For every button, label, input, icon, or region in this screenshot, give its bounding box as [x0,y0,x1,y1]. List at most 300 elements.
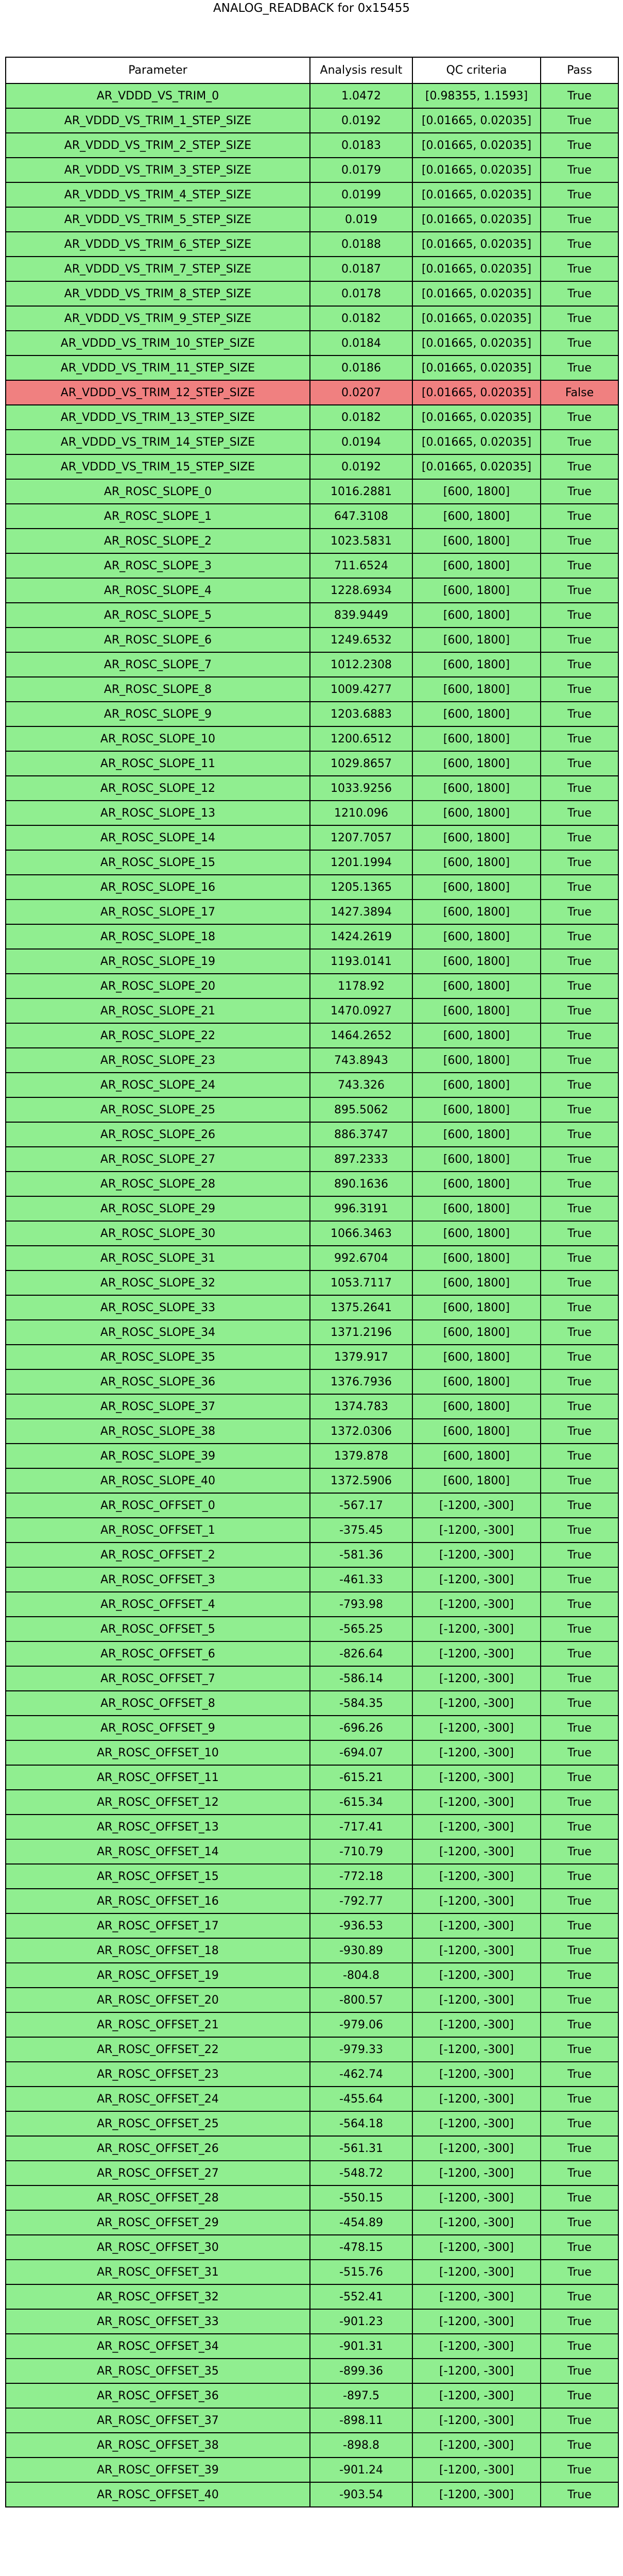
qc-criteria-cell: [-1200, -300] [412,2284,541,2309]
table-body [6,83,618,2507]
analysis-result-cell: 1376.7936 [310,1369,412,1394]
qc-criteria-cell: [-1200, -300] [412,1815,541,1839]
analysis-result-cell: -561.31 [310,2136,412,2161]
analysis-result-cell: -454.89 [310,2210,412,2235]
parameter-cell: AR_ROSC_SLOPE_22 [6,1023,310,1048]
table-row [6,1122,618,1147]
parameter-cell: AR_VDDD_VS_TRIM_3_STEP_SIZE [6,158,310,182]
pass-cell: True [541,1444,618,1468]
analysis-result-cell: 1016.2881 [310,479,412,504]
parameter-cell: AR_ROSC_OFFSET_35 [6,2359,310,2383]
qc-criteria-cell: [600, 1800] [412,1295,541,1320]
pass-cell: True [541,2087,618,2111]
table-row [6,1963,618,1988]
analysis-result-cell: -901.31 [310,2334,412,2359]
qc-criteria-cell: [600, 1800] [412,726,541,751]
pass-cell: True [541,974,618,998]
pass-cell: True [541,281,618,306]
analysis-result-cell: -565.25 [310,1617,412,1641]
qc-criteria-cell: [0.01665, 0.02035] [412,158,541,182]
pass-cell: True [541,133,618,158]
parameter-cell: AR_ROSC_SLOPE_17 [6,900,310,924]
table-row [6,702,618,726]
parameter-cell: AR_VDDD_VS_TRIM_10_STEP_SIZE [6,331,310,355]
qc-criteria-cell: [-1200, -300] [412,2260,541,2284]
table-row [6,2359,618,2383]
qc-criteria-cell: [-1200, -300] [412,1716,541,1740]
analysis-result-cell: 996.3191 [310,1196,412,1221]
header-row [6,57,618,83]
parameter-cell: AR_ROSC_OFFSET_9 [6,1716,310,1740]
qc-criteria-cell: [-1200, -300] [412,2087,541,2111]
table-row [6,1172,618,1196]
analysis-result-cell: 743.8943 [310,1048,412,1073]
parameter-cell: AR_ROSC_SLOPE_24 [6,1073,310,1097]
pass-cell: True [541,1246,618,1270]
pass-cell: True [541,2383,618,2408]
analysis-result-cell: 1178.92 [310,974,412,998]
pass-cell: True [541,2284,618,2309]
table-row [6,726,618,751]
pass-cell: True [541,1468,618,1493]
analysis-result-cell: 743.326 [310,1073,412,1097]
table-row [6,306,618,331]
parameter-cell: AR_ROSC_SLOPE_36 [6,1369,310,1394]
parameter-cell: AR_ROSC_SLOPE_16 [6,875,310,900]
parameter-cell: AR_ROSC_OFFSET_25 [6,2111,310,2136]
pass-cell: True [541,108,618,133]
table-row [6,553,618,578]
table-row [6,355,618,380]
table-row [6,1246,618,1270]
qc-criteria-cell: [600, 1800] [412,628,541,652]
qc-criteria-cell: [600, 1800] [412,850,541,875]
table-row [6,900,618,924]
qc-criteria-cell: [600, 1800] [412,1172,541,1196]
parameter-cell: AR_ROSC_OFFSET_31 [6,2260,310,2284]
qc-criteria-cell: [-1200, -300] [412,2136,541,2161]
parameter-cell: AR_ROSC_SLOPE_10 [6,726,310,751]
analysis-result-cell: -615.34 [310,1790,412,1815]
table-row [6,1740,618,1765]
qc-criteria-cell: [600, 1800] [412,578,541,603]
parameter-cell: AR_VDDD_VS_TRIM_12_STEP_SIZE [6,380,310,405]
parameter-cell: AR_ROSC_OFFSET_7 [6,1666,310,1691]
pass-cell: True [541,652,618,677]
parameter-cell: AR_VDDD_VS_TRIM_8_STEP_SIZE [6,281,310,306]
table-row [6,801,618,825]
analysis-result-cell: 1203.6883 [310,702,412,726]
pass-cell: True [541,232,618,257]
qc-criteria-cell: [0.01665, 0.02035] [412,405,541,430]
qc-criteria-cell: [600, 1800] [412,875,541,900]
parameter-cell: AR_ROSC_OFFSET_21 [6,2012,310,2037]
table-row [6,1295,618,1320]
analysis-result-cell: -584.35 [310,1691,412,1716]
table-row [6,2408,618,2433]
parameter-cell: AR_ROSC_OFFSET_38 [6,2433,310,2458]
table-row [6,1567,618,1592]
parameter-cell: AR_ROSC_OFFSET_4 [6,1592,310,1617]
parameter-cell: AR_ROSC_OFFSET_2 [6,1543,310,1567]
qc-criteria-cell: [-1200, -300] [412,1938,541,1963]
pass-cell: True [541,2136,618,2161]
analysis-result-cell: 0.0192 [310,454,412,479]
pass-cell: True [541,158,618,182]
parameter-cell: AR_ROSC_OFFSET_28 [6,2185,310,2210]
analysis-result-cell: -930.89 [310,1938,412,1963]
pass-cell: True [541,2433,618,2458]
parameter-cell: AR_ROSC_SLOPE_9 [6,702,310,726]
analysis-result-cell: -710.79 [310,1839,412,1864]
pass-cell: True [541,949,618,974]
qc-criteria-cell: [0.01665, 0.02035] [412,108,541,133]
pass-cell: True [541,1270,618,1295]
table-row [6,158,618,182]
parameter-cell: AR_ROSC_OFFSET_36 [6,2383,310,2408]
parameter-cell: AR_ROSC_SLOPE_11 [6,751,310,776]
analysis-result-cell: -898.8 [310,2433,412,2458]
pass-cell: True [541,207,618,232]
pass-cell: True [541,900,618,924]
pass-cell: True [541,2309,618,2334]
parameter-cell: AR_VDDD_VS_TRIM_7_STEP_SIZE [6,257,310,281]
pass-cell: True [541,2185,618,2210]
pass-cell: True [541,1345,618,1369]
parameter-cell: AR_ROSC_OFFSET_1 [6,1518,310,1543]
table-row [6,2210,618,2235]
pass-cell: True [541,1147,618,1172]
analysis-result-cell: 711.6524 [310,553,412,578]
pass-cell: True [541,529,618,553]
qc-criteria-cell: [600, 1800] [412,1369,541,1394]
parameter-cell: AR_ROSC_OFFSET_33 [6,2309,310,2334]
parameter-cell: AR_ROSC_OFFSET_12 [6,1790,310,1815]
qc-criteria-cell: [-1200, -300] [412,1617,541,1641]
pass-cell: True [541,702,618,726]
analysis-result-cell: 1470.0927 [310,998,412,1023]
analysis-result-cell: 1372.5906 [310,1468,412,1493]
qc-criteria-cell: [600, 1800] [412,1048,541,1073]
pass-cell: True [541,825,618,850]
parameter-cell: AR_ROSC_OFFSET_10 [6,1740,310,1765]
qc-criteria-cell: [-1200, -300] [412,2482,541,2507]
pass-cell: True [541,2334,618,2359]
qc-criteria-cell: [0.01665, 0.02035] [412,182,541,207]
analysis-result-cell: 1464.2652 [310,1023,412,1048]
analysis-result-cell: 1249.6532 [310,628,412,652]
pass-cell: True [541,1889,618,1913]
parameter-cell: AR_ROSC_OFFSET_18 [6,1938,310,1963]
analysis-result-cell: 1375.2641 [310,1295,412,1320]
pass-cell: True [541,1394,618,1419]
table-row [6,108,618,133]
pass-cell: True [541,2458,618,2482]
analysis-result-cell: -804.8 [310,1963,412,1988]
qc-criteria-cell: [600, 1800] [412,1419,541,1444]
qc-criteria-cell: [600, 1800] [412,1221,541,1246]
parameter-cell: AR_ROSC_OFFSET_24 [6,2087,310,2111]
pass-cell: True [541,1641,618,1666]
parameter-cell: AR_ROSC_SLOPE_32 [6,1270,310,1295]
qc-criteria-cell: [600, 1800] [412,553,541,578]
qc-criteria-cell: [0.01665, 0.02035] [412,232,541,257]
pass-cell: True [541,1369,618,1394]
parameter-cell: AR_ROSC_SLOPE_20 [6,974,310,998]
table-row [6,2062,618,2087]
parameter-cell: AR_ROSC_SLOPE_25 [6,1097,310,1122]
pass-cell: True [541,1221,618,1246]
parameter-cell: AR_ROSC_SLOPE_8 [6,677,310,702]
qc-criteria-cell: [-1200, -300] [412,1839,541,1864]
qc-criteria-cell: [-1200, -300] [412,1567,541,1592]
table-row [6,1839,618,1864]
qc-criteria-cell: [600, 1800] [412,1444,541,1468]
qc-criteria-cell: [600, 1800] [412,1394,541,1419]
parameter-cell: AR_ROSC_OFFSET_16 [6,1889,310,1913]
analysis-result-cell: 1205.1365 [310,875,412,900]
parameter-cell: AR_VDDD_VS_TRIM_15_STEP_SIZE [6,454,310,479]
table-row [6,1641,618,1666]
qc-criteria-cell: [600, 1800] [412,900,541,924]
analysis-result-cell: 1066.3463 [310,1221,412,1246]
qc-criteria-cell: [-1200, -300] [412,1988,541,2012]
table-row [6,479,618,504]
table-row [6,1369,618,1394]
analysis-result-cell: 1228.6934 [310,578,412,603]
parameter-cell: AR_ROSC_SLOPE_4 [6,578,310,603]
parameter-cell: AR_ROSC_SLOPE_31 [6,1246,310,1270]
table-row [6,2185,618,2210]
table-row [6,1419,618,1444]
parameter-cell: AR_ROSC_SLOPE_3 [6,553,310,578]
table-row [6,2482,618,2507]
pass-cell: True [541,1740,618,1765]
analysis-result-cell: -564.18 [310,2111,412,2136]
parameter-cell: AR_ROSC_SLOPE_21 [6,998,310,1023]
qc-criteria-cell: [600, 1800] [412,677,541,702]
table-row [6,1147,618,1172]
table-row [6,2260,618,2284]
analysis-result-cell: 1009.4277 [310,677,412,702]
qc-criteria-cell: [600, 1800] [412,776,541,801]
pass-cell: True [541,1023,618,1048]
table-row [6,949,618,974]
analysis-result-cell: 1201.1994 [310,850,412,875]
analysis-result-cell: -550.15 [310,2185,412,2210]
parameter-cell: AR_ROSC_OFFSET_13 [6,1815,310,1839]
analysis-result-cell: -979.33 [310,2037,412,2062]
pass-cell: True [541,2111,618,2136]
analysis-result-cell: -901.24 [310,2458,412,2482]
analysis-result-cell: -897.5 [310,2383,412,2408]
analysis-result-cell: -792.77 [310,1889,412,1913]
analysis-result-cell: 1200.6512 [310,726,412,751]
qc-criteria-cell: [-1200, -300] [412,2383,541,2408]
pass-cell: True [541,355,618,380]
analysis-result-cell: 0.0182 [310,306,412,331]
pass-cell: True [541,2482,618,2507]
table-row [6,1320,618,1345]
analysis-result-cell: -375.45 [310,1518,412,1543]
table-row [6,1864,618,1889]
table-row [6,1790,618,1815]
parameter-cell: AR_ROSC_SLOPE_15 [6,850,310,875]
parameter-cell: AR_ROSC_SLOPE_39 [6,1444,310,1468]
pass-cell: True [541,751,618,776]
table-row [6,133,618,158]
analysis-result-cell: 895.5062 [310,1097,412,1122]
parameter-cell: AR_ROSC_SLOPE_0 [6,479,310,504]
table-row [6,1345,618,1369]
table-row [6,1073,618,1097]
pass-cell: True [541,850,618,875]
qc-criteria-cell: [-1200, -300] [412,2458,541,2482]
qc-criteria-cell: [-1200, -300] [412,1691,541,1716]
pass-cell: True [541,2359,618,2383]
parameter-cell: AR_ROSC_SLOPE_1 [6,504,310,529]
parameter-cell: AR_ROSC_OFFSET_15 [6,1864,310,1889]
parameter-cell: AR_ROSC_SLOPE_29 [6,1196,310,1221]
qc-criteria-cell: [-1200, -300] [412,2334,541,2359]
parameter-cell: AR_ROSC_OFFSET_29 [6,2210,310,2235]
parameter-cell: AR_VDDD_VS_TRIM_5_STEP_SIZE [6,207,310,232]
pass-cell: True [541,1691,618,1716]
qc-criteria-cell: [-1200, -300] [412,1518,541,1543]
qc-results-table [5,57,619,2507]
analysis-result-cell: 0.0183 [310,133,412,158]
table-row [6,776,618,801]
table-row [6,1444,618,1468]
parameter-cell: AR_VDDD_VS_TRIM_1_STEP_SIZE [6,108,310,133]
analysis-result-cell: -548.72 [310,2161,412,2185]
analysis-result-cell: -567.17 [310,1493,412,1518]
analysis-result-cell: -694.07 [310,1740,412,1765]
table-row [6,2284,618,2309]
analysis-result-cell: 1210.096 [310,801,412,825]
pass-cell: True [541,1963,618,1988]
analysis-result-cell: -586.14 [310,1666,412,1691]
parameter-cell: AR_ROSC_OFFSET_27 [6,2161,310,2185]
analysis-result-cell: -615.21 [310,1765,412,1790]
qc-criteria-cell: [600, 1800] [412,1468,541,1493]
analysis-result-cell: -461.33 [310,1567,412,1592]
parameter-cell: AR_ROSC_SLOPE_33 [6,1295,310,1320]
parameter-cell: AR_VDDD_VS_TRIM_2_STEP_SIZE [6,133,310,158]
analysis-result-cell: 1379.917 [310,1345,412,1369]
parameter-cell: AR_ROSC_OFFSET_19 [6,1963,310,1988]
pass-cell: True [541,2408,618,2433]
pass-cell: True [541,1320,618,1345]
table-row [6,1468,618,1493]
analysis-result-cell: 1053.7117 [310,1270,412,1295]
table-row [6,430,618,454]
qc-criteria-cell: [-1200, -300] [412,1666,541,1691]
analysis-result-cell: 886.3747 [310,1122,412,1147]
table-row [6,1666,618,1691]
analysis-result-cell: 0.0178 [310,281,412,306]
parameter-cell: AR_ROSC_OFFSET_8 [6,1691,310,1716]
parameter-cell: AR_ROSC_SLOPE_19 [6,949,310,974]
qc-criteria-cell: [600, 1800] [412,825,541,850]
qc-criteria-cell: [600, 1800] [412,801,541,825]
analysis-result-cell: 992.6704 [310,1246,412,1270]
table-row [6,850,618,875]
pass-cell: True [541,1666,618,1691]
analysis-result-cell: -793.98 [310,1592,412,1617]
analysis-result-cell: -478.15 [310,2235,412,2260]
table-row [6,578,618,603]
analysis-result-cell: 1029.8657 [310,751,412,776]
analysis-result-cell: 0.019 [310,207,412,232]
analysis-result-cell: 839.9449 [310,603,412,628]
analysis-result-cell: 890.1636 [310,1172,412,1196]
table-row [6,1097,618,1122]
qc-criteria-cell: [-1200, -300] [412,1913,541,1938]
parameter-cell: AR_ROSC_OFFSET_6 [6,1641,310,1666]
analysis-result-cell: -717.41 [310,1815,412,1839]
table-row [6,1716,618,1740]
pass-cell: True [541,454,618,479]
pass-cell: True [541,1493,618,1518]
pass-cell: True [541,603,618,628]
qc-criteria-cell: [0.01665, 0.02035] [412,331,541,355]
qc-criteria-cell: [600, 1800] [412,529,541,553]
parameter-cell: AR_ROSC_SLOPE_34 [6,1320,310,1345]
analysis-result-cell: 1033.9256 [310,776,412,801]
qc-criteria-cell: [600, 1800] [412,1073,541,1097]
analysis-result-cell: -462.74 [310,2062,412,2087]
parameter-cell: AR_ROSC_SLOPE_23 [6,1048,310,1073]
table-row [6,628,618,652]
table-row [6,1815,618,1839]
table-row [6,1023,618,1048]
parameter-cell: AR_ROSC_OFFSET_11 [6,1765,310,1790]
qc-criteria-cell: [0.01665, 0.02035] [412,281,541,306]
pass-cell: True [541,1988,618,2012]
table-row [6,1543,618,1567]
analysis-result-cell: 1207.7057 [310,825,412,850]
parameter-cell: AR_ROSC_SLOPE_35 [6,1345,310,1369]
analysis-result-cell: 0.0179 [310,158,412,182]
parameter-cell: AR_ROSC_OFFSET_30 [6,2235,310,2260]
parameter-cell: AR_ROSC_SLOPE_2 [6,529,310,553]
parameter-cell: AR_ROSC_SLOPE_40 [6,1468,310,1493]
qc-criteria-cell: [600, 1800] [412,974,541,998]
analysis-result-cell: -552.41 [310,2284,412,2309]
qc-criteria-cell: [600, 1800] [412,702,541,726]
pass-cell: True [541,1839,618,1864]
parameter-cell: AR_ROSC_SLOPE_38 [6,1419,310,1444]
parameter-cell: AR_ROSC_OFFSET_17 [6,1913,310,1938]
table-row [6,1765,618,1790]
qc-criteria-cell: [600, 1800] [412,1147,541,1172]
table-row [6,182,618,207]
table-row [6,2383,618,2408]
qc-criteria-cell: [-1200, -300] [412,2111,541,2136]
analysis-result-cell: 1012.2308 [310,652,412,677]
table-row [6,2161,618,2185]
analysis-result-cell: -581.36 [310,1543,412,1567]
parameter-cell: AR_VDDD_VS_TRIM_0 [6,83,310,108]
qc-criteria-cell: [-1200, -300] [412,2433,541,2458]
analysis-result-cell: 1379.878 [310,1444,412,1468]
parameter-cell: AR_ROSC_OFFSET_37 [6,2408,310,2433]
table-row [6,1394,618,1419]
pass-cell: True [541,1864,618,1889]
pass-cell: True [541,83,618,108]
qc-criteria-cell: [-1200, -300] [412,1963,541,1988]
